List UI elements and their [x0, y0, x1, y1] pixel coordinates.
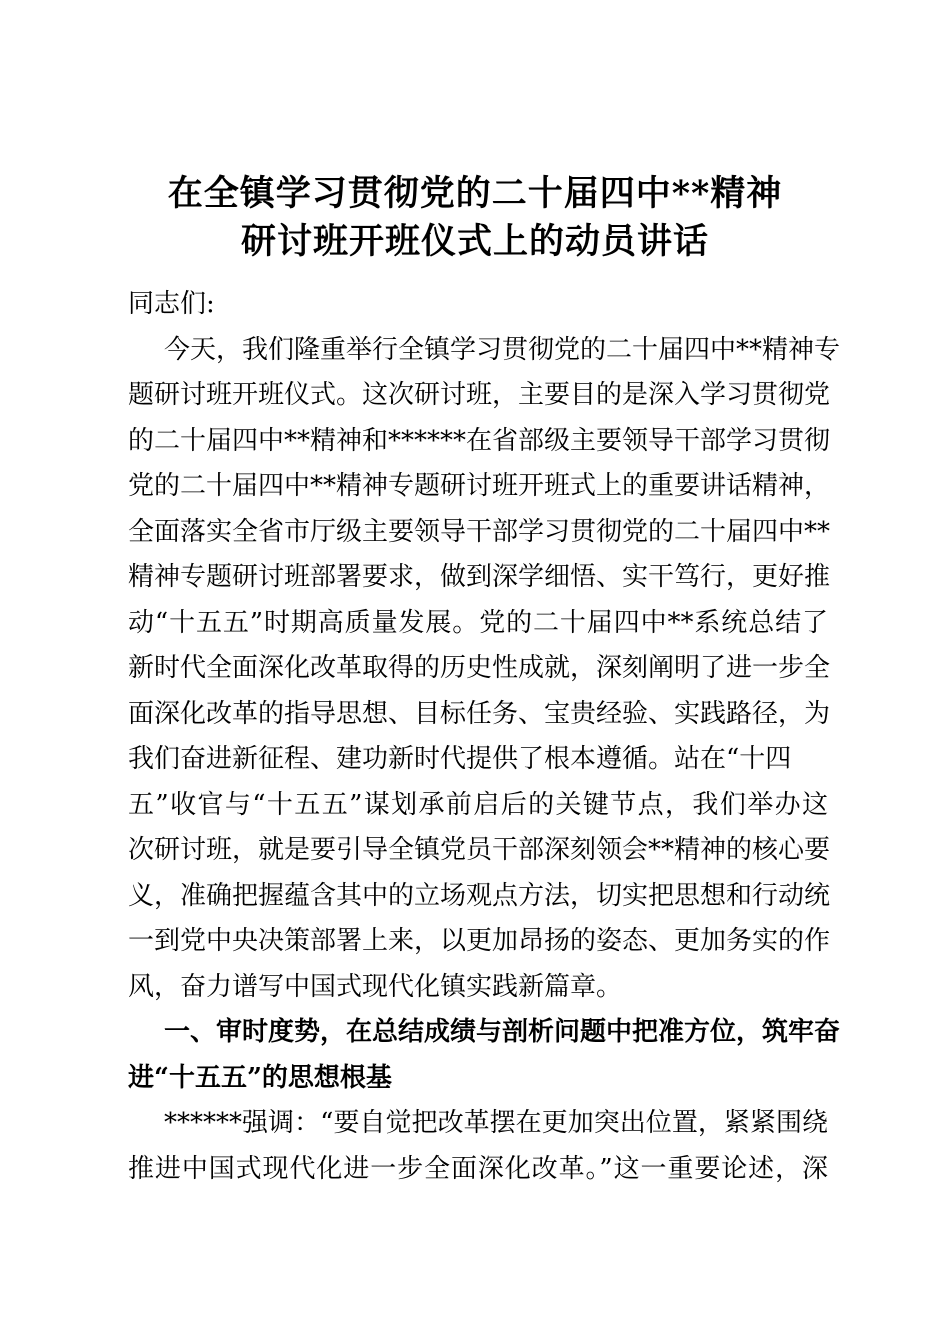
document-title — [0, 170, 950, 266]
paragraph-line: 次研讨班，就是要引导全镇党员干部深刻领会**精神的核心要 — [128, 835, 831, 865]
paragraph-line: 动“十五五”时期高质量发展。党的二十届四中**系统总结了 — [128, 607, 828, 638]
heading-line: 进“十五五”的思想根基 — [128, 1062, 392, 1093]
document-body — [128, 282, 841, 1192]
paragraph-2 — [128, 1101, 828, 1192]
paragraph-line: 精神专题研讨班部署要求，做到深学细悟、实干笃行，更好推 — [128, 562, 831, 592]
paragraph-line: 风，奋力谱写中国式现代化镇实践新篇章。 — [128, 971, 623, 1002]
title-line-1: 在全镇学习贯彻党的二十届四中**精神 — [167, 173, 783, 214]
paragraph-line: 我们奋进新征程、建功新时代提供了根本遵循。站在“十四 — [128, 744, 792, 774]
paragraph-line: 义，准确把握蕴含其中的立场观点方法，切实把思想和行动统 — [128, 880, 831, 911]
paragraph-1 — [128, 328, 841, 1011]
paragraph-line: 全面落实全省市厅级主要领导干部学习贯彻党的二十届四中** — [128, 516, 831, 547]
paragraph-line: 今天，我们隆重举行全镇学习贯彻党的二十届四中**精神专 — [164, 334, 841, 365]
paragraph-line: 党的二十届四中**精神专题研讨班开班式上的重要讲话精神， — [128, 471, 831, 501]
paragraph-line: 一到党中央决策部署上来，以更加昂扬的姿态、更加务实的作 — [128, 926, 831, 956]
paragraph-line: 五”收官与“十五五”谋划承前启后的关键节点，我们举办这 — [128, 789, 828, 820]
heading-line: 一、审时度势，在总结成绩与剖析问题中把准方位，筑牢奋 — [164, 1017, 841, 1047]
paragraph-line: 的二十届四中**精神和******在省部级主要领导干部学习贯彻 — [128, 425, 831, 456]
paragraph-line: 新时代全面深化改革取得的历史性成就，深刻阐明了进一步全 — [128, 653, 831, 683]
paragraph-line: ******强调：“要自觉把改革摆在更加突出位置，紧紧围绕 — [164, 1108, 828, 1138]
section-heading-1 — [128, 1010, 841, 1101]
paragraph-line: 面深化改革的指导思想、目标任务、宝贵经验、实践路径，为 — [128, 698, 831, 729]
salutation: 同志们: — [128, 289, 215, 319]
paragraph-line: 推进中国式现代化进一步全面深化改革。”这一重要论述，深 — [128, 1153, 828, 1184]
title-line-2: 研讨班开班仪式上的动员讲话 — [240, 221, 709, 262]
paragraph-line: 题研讨班开班仪式。这次研讨班，主要目的是深入学习贯彻党 — [128, 380, 831, 410]
